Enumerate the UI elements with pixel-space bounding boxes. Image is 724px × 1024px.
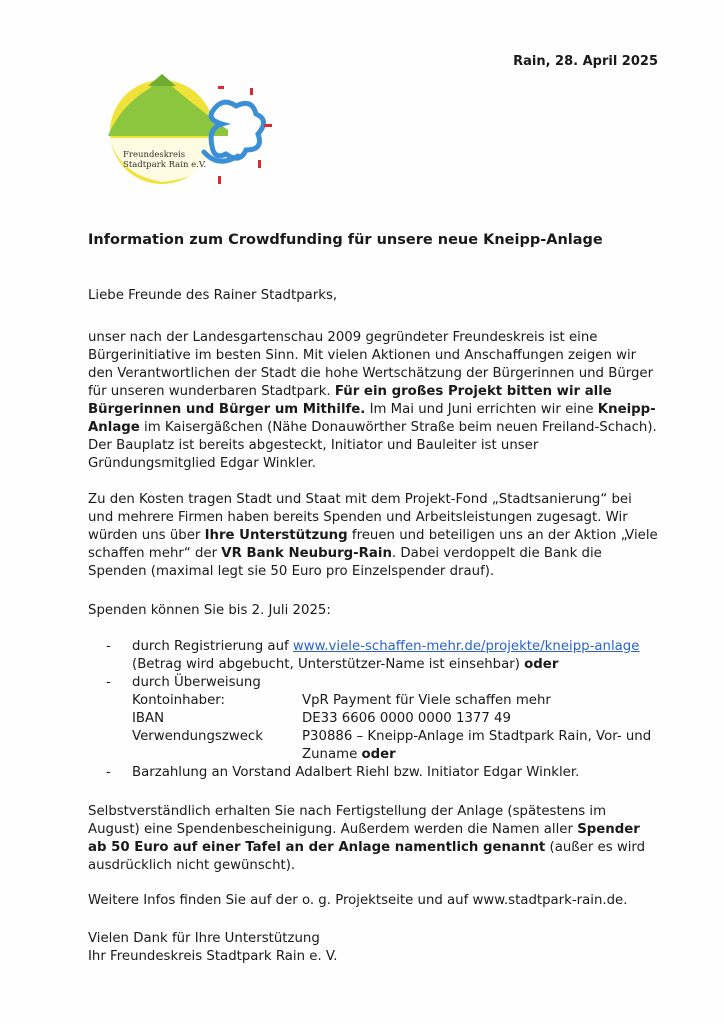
- bank-row-account-holder: Kontoinhaber: VpR Payment für Viele schaffen mehr: [132, 693, 551, 708]
- association-logo: [100, 66, 280, 190]
- paragraph-receipt: Selbstverständlich erhalten Sie nach Fertigstellung der Anlage (spätestens im August) eine Spendenbescheinigung. Außerdem werden die Namen aller Spender ab 50 Euro auf einer Tafel an der Anlage namentlich genannt (außer es wird ausdrücklich nicht gewünscht).: [88, 804, 646, 873]
- bank-row-iban: IBAN DE33 6606 0000 0000 1377 49: [132, 711, 511, 726]
- list-item-transfer: [106, 674, 666, 764]
- greeting: Liebe Freunde des Rainer Stadtparks,: [88, 288, 338, 303]
- paragraph-intro: unser nach der Landesgartenschau 2009 gegründeter Freundeskreis ist eine Bürgerinitiative im besten Sinn. Mit vielen Aktionen und Anschaffungen zeigen wir den Verantwortlichen der Stadt die hohe Wertschätzung der Bürgerinnen und Bürger für unseren wunderbaren Stadtpark. Für ein großes Projekt bitten wir alle Bürgerinnen und Bürger um Mithilfe. Im Mai und Juni errichten wir eine Kneipp-Anlage im Kaisergäßchen (Nähe Donauwörther Straße beim neuen Freiland-Schach). Der Bauplatz ist bereits abgesteckt, Initiator und Bauleiter ist unser Gründungsmitglied Edgar Winkler.: [88, 330, 657, 471]
- list-dash: -: [106, 765, 111, 780]
- paragraph-donation-deadline: Spenden können Sie bis 2. Juli 2025:: [88, 603, 331, 618]
- logo-line-1: Freundeskreis: [123, 150, 186, 160]
- list-dash: -: [106, 639, 111, 654]
- transfer-label: durch Überweisung: [132, 675, 261, 690]
- closing: [88, 930, 660, 966]
- donation-options-list: [106, 638, 666, 782]
- bank-row-reference: Verwendungszweck P30886 – Kneipp-Anlage im Stadtpark Rain, Vor- und Zuname oder: [132, 729, 652, 762]
- logo-text: [123, 150, 206, 170]
- list-item-registration: - durch Registrierung auf www.viele-schaffen-mehr.de/projekte/kneipp-anlage (Betrag wird abgebucht, Unterstützer-Name ist einsehbar) oder: [106, 639, 640, 672]
- project-link[interactable]: www.viele-schaffen-mehr.de/projekte/kneipp-anlage: [292, 639, 640, 654]
- closing-line-2: Ihr Freundeskreis Stadtpark Rain e. V.: [88, 949, 338, 964]
- closing-line-1: Vielen Dank für Ihre Unterstützung: [88, 931, 320, 946]
- paragraph-more-info: Weitere Infos finden Sie auf der o. g. Projektseite und auf www.stadtpark-rain.de.: [88, 893, 628, 908]
- letter-heading: Information zum Crowdfunding für unsere neue Kneipp-Anlage: [88, 232, 603, 248]
- list-dash: -: [106, 675, 111, 690]
- paragraph-costs: Zu den Kosten tragen Stadt und Staat mit dem Projekt-Fond „Stadtsanierung“ bei und mehrere Firmen haben bereits Spenden und Arbeitsleistungen zugesagt. Wir würden uns über Ihre Unterstützung freuen und beteiligen uns an der Aktion „Viele schaffen mehr“ der VR Bank Neuburg-Rain. Dabei verdoppelt die Bank die Spenden (maximal legt sie 50 Euro pro Einzelspender drauf).: [88, 492, 658, 579]
- letter-date: Rain, 28. April 2025: [513, 54, 658, 69]
- list-item-cash: - Barzahlung an Vorstand Adalbert Riehl bzw. Initiator Edgar Winkler.: [106, 765, 580, 780]
- logo-line-2: Stadtpark Rain e.V.: [123, 160, 207, 170]
